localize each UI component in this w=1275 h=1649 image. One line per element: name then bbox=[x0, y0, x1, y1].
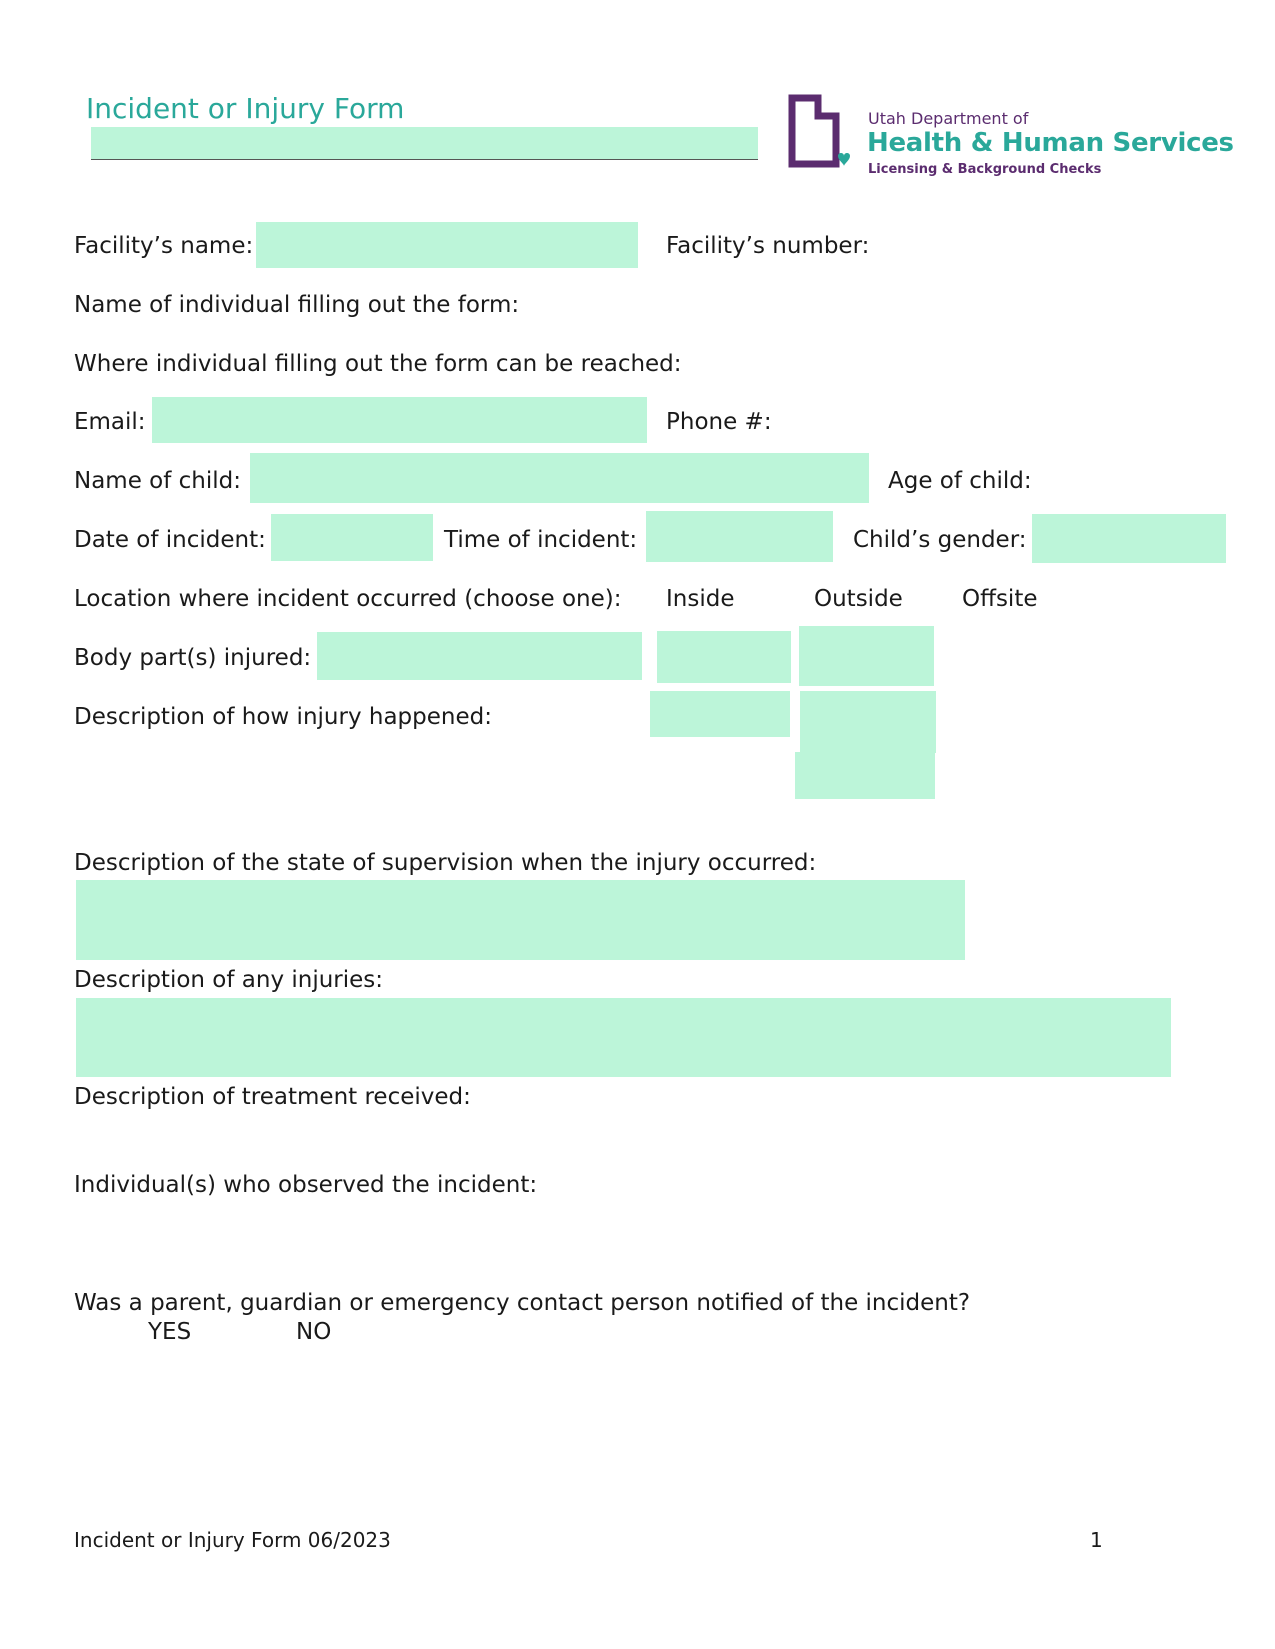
email-label: Email: bbox=[74, 409, 146, 435]
child-name-label: Name of child: bbox=[74, 468, 241, 494]
title-underline bbox=[91, 159, 758, 160]
child-gender-input[interactable] bbox=[1032, 514, 1226, 563]
location-option-outside[interactable]: Outside bbox=[814, 586, 903, 612]
injuries-label: Description of any injuries: bbox=[74, 967, 384, 993]
incident-time-label: Time of incident: bbox=[444, 527, 638, 553]
logo-department-text: Utah Department of bbox=[868, 109, 1029, 128]
body-parts-extra-input-2[interactable] bbox=[799, 626, 934, 686]
supervision-textarea[interactable] bbox=[76, 880, 965, 960]
title-field[interactable] bbox=[91, 127, 758, 159]
page-title: Incident or Injury Form bbox=[86, 92, 405, 125]
body-parts-extra-input-1[interactable] bbox=[657, 631, 791, 683]
phone-label: Phone #: bbox=[666, 409, 772, 435]
how-happened-input-1[interactable] bbox=[650, 691, 790, 737]
supervision-label: Description of the state of supervision when the injury occurred: bbox=[74, 850, 817, 876]
incident-time-input[interactable] bbox=[646, 511, 833, 562]
logo-division-text: Licensing & Background Checks bbox=[868, 162, 1102, 177]
incident-date-input[interactable] bbox=[271, 514, 433, 561]
observers-label: Individual(s) who observed the incident: bbox=[74, 1172, 538, 1198]
treatment-label: Description of treatment received: bbox=[74, 1084, 471, 1110]
how-happened-input-3[interactable] bbox=[795, 752, 935, 799]
facility-number-label: Facility’s number: bbox=[666, 233, 870, 259]
location-option-inside[interactable]: Inside bbox=[666, 586, 735, 612]
facility-name-label: Facility’s name: bbox=[74, 233, 254, 259]
notified-yes-option[interactable]: YES bbox=[148, 1319, 192, 1345]
facility-name-input[interactable] bbox=[256, 222, 638, 268]
body-parts-input[interactable] bbox=[317, 632, 642, 680]
reach-label: Where individual filling out the form can be reached: bbox=[74, 351, 682, 377]
email-input[interactable] bbox=[152, 397, 647, 443]
utah-state-logo-icon bbox=[788, 94, 854, 178]
child-gender-label: Child’s gender: bbox=[853, 527, 1027, 553]
child-age-label: Age of child: bbox=[888, 468, 1032, 494]
logo-agency-text: Health & Human Services bbox=[867, 128, 1234, 158]
notified-no-option[interactable]: NO bbox=[296, 1319, 332, 1345]
body-parts-label: Body part(s) injured: bbox=[74, 645, 312, 671]
child-name-input[interactable] bbox=[250, 453, 869, 503]
page-number: 1 bbox=[1090, 1528, 1103, 1552]
location-option-offsite[interactable]: Offsite bbox=[962, 586, 1038, 612]
incident-date-label: Date of incident: bbox=[74, 527, 266, 553]
footer-form-id: Incident or Injury Form 06/2023 bbox=[74, 1528, 391, 1552]
how-happened-label: Description of how injury happened: bbox=[74, 704, 492, 730]
location-label: Location where incident occurred (choose one): bbox=[74, 586, 622, 612]
notified-question: Was a parent, guardian or emergency contact person notified of the incident? bbox=[74, 1290, 971, 1316]
how-happened-input-2[interactable] bbox=[800, 691, 936, 753]
individual-name-label: Name of individual filling out the form: bbox=[74, 292, 520, 318]
injuries-textarea[interactable] bbox=[76, 998, 1171, 1077]
